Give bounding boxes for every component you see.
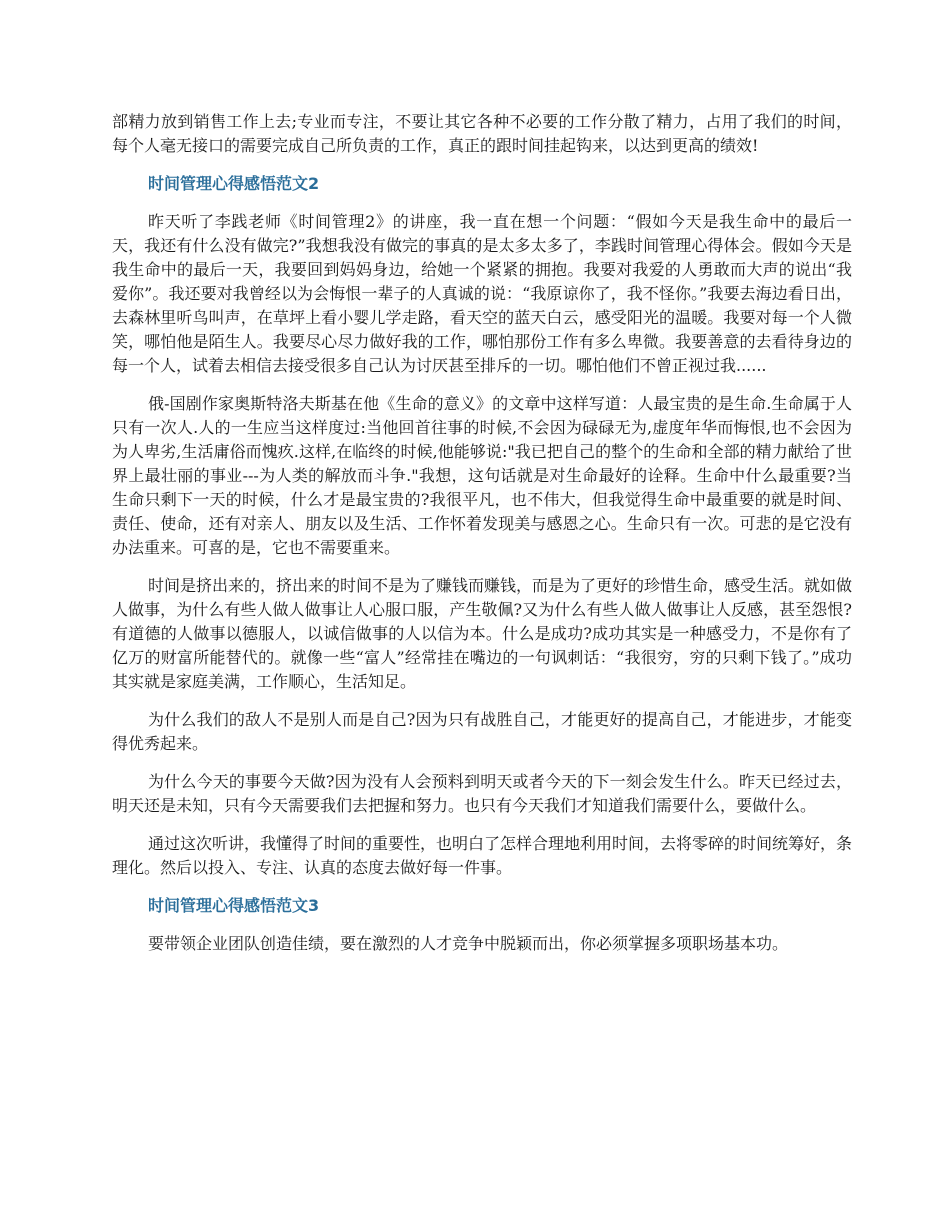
section-heading-3: 时间管理心得感悟范文3 (148, 896, 320, 915)
paragraph-enemy-self: 为什么我们的敌人不是别人而是自己?因为只有战胜自己，才能更好的提高自己，才能进步，才能变得优秀起来。 (112, 710, 852, 753)
paragraph-team: 要带领企业团队创造佳绩，要在激烈的人才竞争中脱颖而出，你必须掌握多项职场基本功。 (148, 934, 789, 953)
paragraph-today: 为什么今天的事要今天做?因为没有人会预料到明天或者今天的下一刻会发生什么。昨天已经过去，明天还是未知，只有今天需要我们去把握和努力。也只有今天我们才知道我们需要什么，要做什么。 (112, 772, 852, 815)
paragraph-lecture: 昨天听了李践老师《时间管理2》的讲座，我一直在想一个问题：“假如今天是我生命中的最后一天，我还有什么没有做完?”我想我没有做完的事真的是太多太多了，李践时间管理心得体会。假如今天是我生命中的最后一天，我要回到妈妈身边，给她一个紧紧的拥抱。我要对我爱的人勇敢而大声的说出“我爱你”。我还要对我曾经以为会悔恨一辈子的人真诚的说：“我原谅你了，我不怪你。”我要去海边看日出，去森林里听鸟叫声，在草坪上看小婴儿学走路，看天空的蓝天白云，感受阳光的温暖。我要对每一个人微笑，哪怕他是陌生人。我要尽心尽力做好我的工作，哪怕那份工作有多么卑微。我要善意的去看待身边的每一个人，试着去相信去接受很多自己认为讨厌甚至排斥的一切。哪怕他们不曾正视过我...... (112, 212, 852, 375)
paragraph-time-squeezed: 时间是挤出来的，挤出来的时间不是为了赚钱而赚钱，而是为了更好的珍惜生命，感受生活。就如做人做事，为什么有些人做人做事让人心服口服，产生敬佩?又为什么有些人做人做事让人反感，甚至怨恨?有道德的人做事以德服人，以诚信做事的人以信为本。什么是成功?成功其实是一种感受力，不是你有了亿万的财富所能替代的。就像一些“富人”经常挂在嘴边的一句讽刺话：“我很穷，穷的只剩下钱了。”成功其实就是家庭美满，工作顺心，生活知足。 (112, 576, 853, 691)
section-heading-2: 时间管理心得感悟范文2 (148, 174, 320, 193)
paragraph-conclusion: 通过这次听讲，我懂得了时间的重要性，也明白了怎样合理地利用时间，去将零碎的时间统筹好，条理化。然后以投入、专注、认真的态度去做好每一件事。 (112, 834, 853, 877)
paragraph-intro: 部精力放到销售工作上去;专业而专注，不要让其它各种不必要的工作分散了精力，占用了我们的时间，每个人毫无接口的需要完成自己所负责的工作，真正的跟时间挂起钩来，以达到更高的绩效! (112, 112, 852, 155)
document-body (112, 110, 852, 970)
paragraph-meaning-of-life: 俄-国剧作家奥斯特洛夫斯基在他《生命的意义》的文章中这样写道：人最宝贵的是生命.生命属于人只有一次人.人的一生应当这样度过:当他回首往事的时候,不会因为碌碌无为,虚度年华而悔恨,也不会因为为人卑劣,生活庸俗而愧疚.这样,在临终的时候,他能够说:"我已把自己的整个的生命和全部的精力献给了世界上最壮丽的事业---为人类的解放而斗争."我想，这句话就是对生命最好的诠释。生命中什么最重要?当生命只剩下一天的时候，什么才是最宝贵的?我很平凡，也不伟大，但我觉得生命中最重要的就是时间、责任、使命，还有对亲人、朋友以及生活、工作怀着发现美与感恩之心。生命只有一次。可悲的是它没有办法重来。可喜的是，它也不需要重来。 (112, 394, 852, 557)
